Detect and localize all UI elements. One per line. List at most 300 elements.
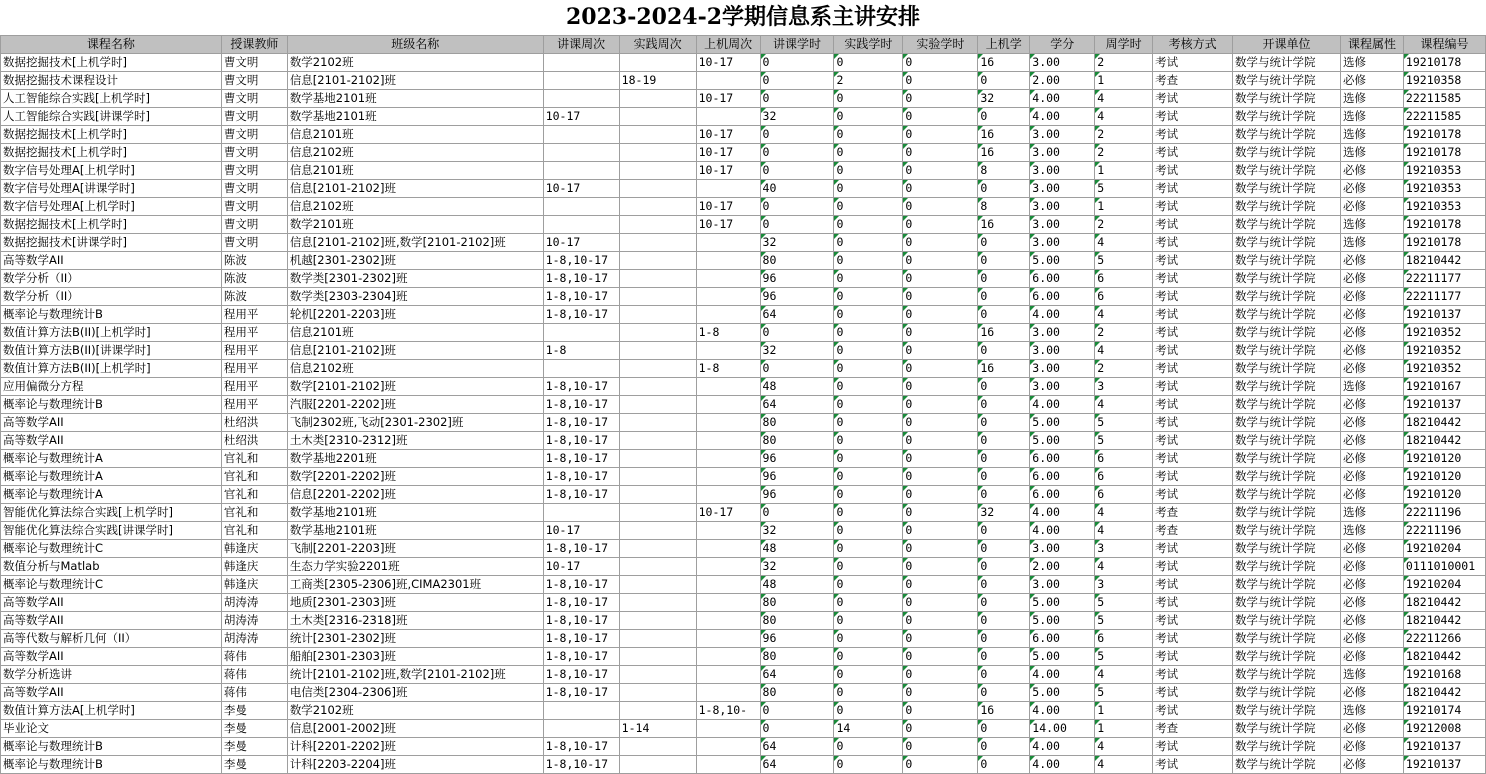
table-cell[interactable]: 韩逢庆 — [221, 540, 287, 558]
table-cell[interactable]: 陈波 — [221, 270, 287, 288]
table-cell[interactable] — [696, 522, 760, 540]
table-cell[interactable] — [543, 198, 619, 216]
table-cell[interactable]: 40 — [760, 180, 834, 198]
table-cell[interactable] — [543, 144, 619, 162]
table-cell[interactable]: 48 — [760, 576, 834, 594]
table-cell[interactable]: 考试 — [1153, 270, 1233, 288]
table-cell[interactable]: 李曼 — [221, 756, 287, 774]
table-cell[interactable]: 数学类[2303-2304]班 — [287, 288, 543, 306]
table-cell[interactable]: 0 — [834, 702, 903, 720]
table-cell[interactable]: 数学与统计学院 — [1233, 594, 1341, 612]
table-cell[interactable]: 数值计算方法B(II)[上机学时] — [1, 360, 222, 378]
table-cell[interactable]: 数值分析与Matlab — [1, 558, 222, 576]
table-cell[interactable]: 0 — [903, 486, 978, 504]
table-cell[interactable] — [696, 270, 760, 288]
table-cell[interactable]: 19210178 — [1403, 54, 1485, 72]
table-cell[interactable]: 32 — [760, 522, 834, 540]
table-cell[interactable] — [619, 342, 696, 360]
table-cell[interactable]: 0 — [903, 576, 978, 594]
table-cell[interactable] — [696, 252, 760, 270]
table-cell[interactable]: 考试 — [1153, 612, 1233, 630]
table-cell[interactable] — [696, 576, 760, 594]
table-cell[interactable]: 蒋伟 — [221, 684, 287, 702]
table-cell[interactable]: 必修 — [1340, 396, 1403, 414]
table-cell[interactable]: 信息[2101-2102]班 — [287, 72, 543, 90]
table-cell[interactable]: 64 — [760, 306, 834, 324]
table-cell[interactable]: 18-19 — [619, 72, 696, 90]
table-cell[interactable]: 80 — [760, 684, 834, 702]
table-cell[interactable] — [696, 558, 760, 576]
table-cell[interactable]: 数学与统计学院 — [1233, 162, 1341, 180]
table-cell[interactable]: 5.00 — [1030, 612, 1095, 630]
table-cell[interactable] — [696, 756, 760, 774]
table-cell[interactable]: 4 — [1095, 666, 1153, 684]
table-cell[interactable]: 考试 — [1153, 594, 1233, 612]
table-cell[interactable]: 3.00 — [1030, 360, 1095, 378]
table-cell[interactable]: 高等数学AII — [1, 252, 222, 270]
table-cell[interactable]: 4 — [1095, 558, 1153, 576]
table-cell[interactable]: 1-8,10-17 — [543, 288, 619, 306]
table-cell[interactable]: 信息[2101-2102]班 — [287, 180, 543, 198]
table-cell[interactable]: 考试 — [1153, 288, 1233, 306]
table-cell[interactable]: 必修 — [1340, 738, 1403, 756]
table-cell[interactable]: 0 — [903, 126, 978, 144]
table-cell[interactable]: 0 — [834, 738, 903, 756]
table-cell[interactable]: 19210178 — [1403, 126, 1485, 144]
table-cell[interactable]: 0 — [978, 576, 1030, 594]
table-cell[interactable]: 18210442 — [1403, 252, 1485, 270]
table-cell[interactable]: 18210442 — [1403, 414, 1485, 432]
table-cell[interactable]: 考试 — [1153, 432, 1233, 450]
table-cell[interactable]: 0 — [903, 450, 978, 468]
table-cell[interactable]: 4.00 — [1030, 504, 1095, 522]
table-cell[interactable]: 10-17 — [543, 522, 619, 540]
table-cell[interactable]: 48 — [760, 540, 834, 558]
table-cell[interactable]: 2 — [1095, 360, 1153, 378]
table-cell[interactable]: 1-8,10-17 — [543, 486, 619, 504]
table-cell[interactable] — [696, 342, 760, 360]
table-cell[interactable]: 数学与统计学院 — [1233, 738, 1341, 756]
table-cell[interactable]: 22211177 — [1403, 270, 1485, 288]
table-cell[interactable]: 考查 — [1153, 522, 1233, 540]
table-cell[interactable]: 0 — [834, 576, 903, 594]
table-cell[interactable] — [696, 486, 760, 504]
table-cell[interactable]: 0 — [978, 684, 1030, 702]
table-cell[interactable]: 19210204 — [1403, 576, 1485, 594]
table-cell[interactable]: 16 — [978, 324, 1030, 342]
table-cell[interactable]: 19210174 — [1403, 702, 1485, 720]
table-cell[interactable] — [619, 234, 696, 252]
table-cell[interactable] — [543, 504, 619, 522]
table-cell[interactable] — [543, 126, 619, 144]
table-cell[interactable]: 0 — [834, 432, 903, 450]
table-cell[interactable]: 李曼 — [221, 720, 287, 738]
table-cell[interactable]: 数学与统计学院 — [1233, 252, 1341, 270]
table-cell[interactable]: 0 — [903, 342, 978, 360]
table-cell[interactable]: 考试 — [1153, 108, 1233, 126]
table-cell[interactable]: 数学基地2101班 — [287, 108, 543, 126]
table-cell[interactable]: 信息2101班 — [287, 162, 543, 180]
table-cell[interactable]: 96 — [760, 630, 834, 648]
table-cell[interactable]: 考试 — [1153, 306, 1233, 324]
table-cell[interactable]: 考查 — [1153, 504, 1233, 522]
table-cell[interactable]: 96 — [760, 270, 834, 288]
column-header[interactable]: 上机学 — [978, 36, 1030, 54]
table-cell[interactable]: 8 — [978, 198, 1030, 216]
table-cell[interactable]: 考查 — [1153, 720, 1233, 738]
table-cell[interactable]: 0 — [903, 414, 978, 432]
table-cell[interactable]: 0 — [903, 180, 978, 198]
table-cell[interactable]: 考查 — [1153, 72, 1233, 90]
table-cell[interactable]: 5.00 — [1030, 648, 1095, 666]
table-cell[interactable]: 6.00 — [1030, 450, 1095, 468]
table-cell[interactable]: 概率论与数理统计C — [1, 540, 222, 558]
table-cell[interactable] — [619, 468, 696, 486]
table-cell[interactable]: 3 — [1095, 576, 1153, 594]
table-cell[interactable]: 19210167 — [1403, 378, 1485, 396]
table-cell[interactable]: 必修 — [1340, 648, 1403, 666]
table-cell[interactable]: 4 — [1095, 738, 1153, 756]
table-cell[interactable]: 0 — [903, 684, 978, 702]
table-cell[interactable]: 0 — [903, 468, 978, 486]
column-header[interactable]: 上机周次 — [696, 36, 760, 54]
table-cell[interactable] — [619, 360, 696, 378]
table-cell[interactable]: 数学分析（II） — [1, 270, 222, 288]
table-cell[interactable]: 1 — [1095, 198, 1153, 216]
table-cell[interactable]: 考试 — [1153, 540, 1233, 558]
table-cell[interactable]: 0 — [834, 630, 903, 648]
table-cell[interactable]: 考试 — [1153, 396, 1233, 414]
table-cell[interactable]: 必修 — [1340, 270, 1403, 288]
table-cell[interactable]: 64 — [760, 756, 834, 774]
table-cell[interactable]: 0 — [834, 54, 903, 72]
table-cell[interactable]: 1-14 — [619, 720, 696, 738]
table-cell[interactable]: 19210137 — [1403, 756, 1485, 774]
table-cell[interactable] — [696, 666, 760, 684]
table-cell[interactable]: 4 — [1095, 504, 1153, 522]
table-cell[interactable]: 数学与统计学院 — [1233, 216, 1341, 234]
column-header[interactable]: 开课单位 — [1233, 36, 1341, 54]
table-cell[interactable]: 考试 — [1153, 162, 1233, 180]
table-cell[interactable]: 数学与统计学院 — [1233, 540, 1341, 558]
table-cell[interactable]: 必修 — [1340, 630, 1403, 648]
table-cell[interactable]: 3.00 — [1030, 324, 1095, 342]
table-cell[interactable]: 3.00 — [1030, 378, 1095, 396]
table-cell[interactable]: 数学与统计学院 — [1233, 630, 1341, 648]
table-cell[interactable]: 0 — [834, 378, 903, 396]
table-cell[interactable]: 2 — [1095, 216, 1153, 234]
table-cell[interactable]: 数据挖掘技术[上机学时] — [1, 126, 222, 144]
table-cell[interactable]: 0 — [978, 594, 1030, 612]
table-cell[interactable]: 数学与统计学院 — [1233, 72, 1341, 90]
table-cell[interactable]: 选修 — [1340, 216, 1403, 234]
table-cell[interactable]: 智能优化算法综合实践[上机学时] — [1, 504, 222, 522]
table-cell[interactable] — [696, 432, 760, 450]
table-cell[interactable]: 4 — [1095, 522, 1153, 540]
table-cell[interactable]: 10-17 — [696, 162, 760, 180]
table-cell[interactable]: 4 — [1095, 90, 1153, 108]
table-cell[interactable]: 数学与统计学院 — [1233, 522, 1341, 540]
table-cell[interactable]: 0 — [834, 216, 903, 234]
table-cell[interactable]: 0 — [903, 432, 978, 450]
table-cell[interactable]: 80 — [760, 594, 834, 612]
table-cell[interactable] — [543, 72, 619, 90]
table-cell[interactable]: 信息[2201-2202]班 — [287, 486, 543, 504]
table-cell[interactable]: 人工智能综合实践[上机学时] — [1, 90, 222, 108]
table-cell[interactable]: 李曼 — [221, 702, 287, 720]
table-cell[interactable] — [619, 198, 696, 216]
table-cell[interactable]: 0 — [834, 180, 903, 198]
table-cell[interactable]: 0 — [903, 540, 978, 558]
table-cell[interactable]: 必修 — [1340, 414, 1403, 432]
table-cell[interactable]: 10-17 — [543, 234, 619, 252]
table-cell[interactable]: 数学与统计学院 — [1233, 468, 1341, 486]
table-cell[interactable]: 必修 — [1340, 198, 1403, 216]
table-cell[interactable]: 数学与统计学院 — [1233, 486, 1341, 504]
table-cell[interactable] — [619, 702, 696, 720]
table-cell[interactable]: 0 — [834, 666, 903, 684]
table-cell[interactable]: 0 — [760, 72, 834, 90]
table-cell[interactable]: 3 — [1095, 378, 1153, 396]
table-cell[interactable]: 考试 — [1153, 450, 1233, 468]
table-cell[interactable]: 0 — [978, 666, 1030, 684]
table-cell[interactable]: 必修 — [1340, 432, 1403, 450]
table-cell[interactable]: 概率论与数理统计B — [1, 756, 222, 774]
table-cell[interactable]: 10-17 — [696, 216, 760, 234]
table-cell[interactable]: 3.00 — [1030, 54, 1095, 72]
table-cell[interactable]: 陈波 — [221, 252, 287, 270]
table-cell[interactable]: 1-8,10-17 — [543, 270, 619, 288]
table-cell[interactable]: 5.00 — [1030, 414, 1095, 432]
table-cell[interactable]: 必修 — [1340, 486, 1403, 504]
table-cell[interactable]: 数学与统计学院 — [1233, 666, 1341, 684]
table-cell[interactable]: 数学与统计学院 — [1233, 756, 1341, 774]
table-cell[interactable]: 概率论与数理统计A — [1, 468, 222, 486]
table-cell[interactable] — [619, 738, 696, 756]
table-cell[interactable]: 数学2102班 — [287, 702, 543, 720]
table-cell[interactable]: 考试 — [1153, 702, 1233, 720]
table-cell[interactable]: 64 — [760, 666, 834, 684]
table-cell[interactable]: 0 — [903, 756, 978, 774]
table-cell[interactable]: 4 — [1095, 108, 1153, 126]
table-cell[interactable]: 0 — [978, 342, 1030, 360]
table-cell[interactable]: 1-8,10-17 — [543, 306, 619, 324]
table-cell[interactable]: 胡涛涛 — [221, 630, 287, 648]
table-cell[interactable]: 10-17 — [543, 108, 619, 126]
table-cell[interactable]: 16 — [978, 144, 1030, 162]
table-cell[interactable]: 1-8,10-17 — [543, 648, 619, 666]
table-cell[interactable]: 16 — [978, 216, 1030, 234]
table-cell[interactable]: 数学与统计学院 — [1233, 432, 1341, 450]
table-cell[interactable]: 数学[2101-2102]班 — [287, 378, 543, 396]
table-cell[interactable]: 0 — [978, 414, 1030, 432]
table-cell[interactable]: 4.00 — [1030, 522, 1095, 540]
table-cell[interactable]: 32 — [760, 234, 834, 252]
table-cell[interactable]: 高等数学AII — [1, 612, 222, 630]
table-cell[interactable]: 0 — [834, 270, 903, 288]
table-cell[interactable]: 考试 — [1153, 378, 1233, 396]
table-cell[interactable]: 考试 — [1153, 468, 1233, 486]
table-cell[interactable]: 数据挖掘技术[上机学时] — [1, 54, 222, 72]
table-cell[interactable]: 考试 — [1153, 486, 1233, 504]
table-cell[interactable]: 考试 — [1153, 360, 1233, 378]
table-cell[interactable]: 0 — [903, 162, 978, 180]
table-cell[interactable]: 0 — [834, 126, 903, 144]
table-cell[interactable]: 考试 — [1153, 234, 1233, 252]
table-cell[interactable]: 考试 — [1153, 144, 1233, 162]
column-header[interactable]: 考核方式 — [1153, 36, 1233, 54]
table-cell[interactable]: 0 — [903, 738, 978, 756]
table-cell[interactable]: 5.00 — [1030, 594, 1095, 612]
table-cell[interactable]: 4.00 — [1030, 666, 1095, 684]
table-cell[interactable]: 数学与统计学院 — [1233, 684, 1341, 702]
table-cell[interactable]: 信息[2101-2102]班 — [287, 342, 543, 360]
table-cell[interactable]: 6.00 — [1030, 630, 1095, 648]
table-cell[interactable]: 5 — [1095, 648, 1153, 666]
table-cell[interactable]: 陈波 — [221, 288, 287, 306]
table-cell[interactable]: 96 — [760, 468, 834, 486]
table-cell[interactable]: 选修 — [1340, 144, 1403, 162]
table-cell[interactable]: 曹文明 — [221, 90, 287, 108]
table-cell[interactable]: 32 — [760, 342, 834, 360]
table-cell[interactable] — [696, 234, 760, 252]
table-cell[interactable] — [696, 306, 760, 324]
table-cell[interactable]: 14 — [834, 720, 903, 738]
table-cell[interactable]: 0 — [760, 504, 834, 522]
table-cell[interactable]: 考试 — [1153, 666, 1233, 684]
table-cell[interactable] — [696, 180, 760, 198]
table-cell[interactable] — [543, 720, 619, 738]
table-cell[interactable]: 0 — [978, 630, 1030, 648]
table-cell[interactable]: 4 — [1095, 342, 1153, 360]
table-cell[interactable]: 考试 — [1153, 90, 1233, 108]
table-cell[interactable]: 18210442 — [1403, 684, 1485, 702]
table-cell[interactable]: 0 — [978, 522, 1030, 540]
table-cell[interactable]: 考试 — [1153, 324, 1233, 342]
table-cell[interactable]: 考试 — [1153, 414, 1233, 432]
table-cell[interactable]: 3.00 — [1030, 540, 1095, 558]
table-cell[interactable]: 16 — [978, 126, 1030, 144]
table-cell[interactable]: 数学与统计学院 — [1233, 504, 1341, 522]
table-cell[interactable]: 5.00 — [1030, 684, 1095, 702]
table-cell[interactable]: 数据挖掘技术课程设计 — [1, 72, 222, 90]
table-cell[interactable]: 80 — [760, 432, 834, 450]
table-cell[interactable]: 曹文明 — [221, 198, 287, 216]
table-cell[interactable]: 0 — [903, 612, 978, 630]
table-cell[interactable]: 16 — [978, 54, 1030, 72]
table-cell[interactable] — [619, 306, 696, 324]
table-cell[interactable]: 1-8 — [696, 324, 760, 342]
table-cell[interactable]: 数学与统计学院 — [1233, 180, 1341, 198]
table-cell[interactable]: 10-17 — [696, 54, 760, 72]
table-cell[interactable]: 19210137 — [1403, 738, 1485, 756]
table-cell[interactable] — [619, 90, 696, 108]
table-cell[interactable]: 4.00 — [1030, 738, 1095, 756]
table-cell[interactable]: 必修 — [1340, 684, 1403, 702]
column-header[interactable]: 课程名称 — [1, 36, 222, 54]
table-cell[interactable] — [619, 396, 696, 414]
table-cell[interactable]: 智能优化算法综合实践[讲课学时] — [1, 522, 222, 540]
table-cell[interactable]: 官礼和 — [221, 450, 287, 468]
table-cell[interactable] — [696, 72, 760, 90]
table-cell[interactable]: 信息[2101-2102]班,数学[2101-2102]班 — [287, 234, 543, 252]
table-cell[interactable] — [543, 90, 619, 108]
table-cell[interactable]: 数学基地2101班 — [287, 504, 543, 522]
table-cell[interactable]: 0 — [978, 180, 1030, 198]
table-cell[interactable]: 信息2101班 — [287, 126, 543, 144]
table-cell[interactable]: 6.00 — [1030, 288, 1095, 306]
table-cell[interactable] — [696, 396, 760, 414]
table-cell[interactable] — [543, 162, 619, 180]
table-cell[interactable]: 考试 — [1153, 180, 1233, 198]
table-cell[interactable]: 概率论与数理统计A — [1, 450, 222, 468]
table-cell[interactable] — [696, 288, 760, 306]
table-cell[interactable]: 必修 — [1340, 558, 1403, 576]
table-cell[interactable]: 数学基地2101班 — [287, 90, 543, 108]
table-cell[interactable]: 数学与统计学院 — [1233, 396, 1341, 414]
table-cell[interactable]: 数学[2201-2202]班 — [287, 468, 543, 486]
table-cell[interactable]: 3.00 — [1030, 180, 1095, 198]
table-cell[interactable]: 数学类[2301-2302]班 — [287, 270, 543, 288]
table-cell[interactable]: 19210353 — [1403, 162, 1485, 180]
table-cell[interactable] — [619, 540, 696, 558]
table-cell[interactable]: 数值计算方法B(II)[上机学时] — [1, 324, 222, 342]
table-cell[interactable]: 0 — [903, 144, 978, 162]
table-cell[interactable]: 选修 — [1340, 504, 1403, 522]
table-cell[interactable] — [619, 504, 696, 522]
table-cell[interactable]: 0 — [903, 288, 978, 306]
table-cell[interactable]: 选修 — [1340, 666, 1403, 684]
table-cell[interactable]: 0 — [903, 54, 978, 72]
table-cell[interactable]: 高等代数与解析几何（II） — [1, 630, 222, 648]
table-cell[interactable]: 1-8 — [696, 360, 760, 378]
table-cell[interactable]: 官礼和 — [221, 522, 287, 540]
table-cell[interactable]: 曹文明 — [221, 72, 287, 90]
table-cell[interactable] — [619, 162, 696, 180]
table-cell[interactable]: 3.00 — [1030, 216, 1095, 234]
table-cell[interactable]: 0 — [903, 666, 978, 684]
table-cell[interactable] — [696, 720, 760, 738]
column-header[interactable]: 课程属性 — [1340, 36, 1403, 54]
table-cell[interactable] — [619, 486, 696, 504]
table-cell[interactable]: 数学与统计学院 — [1233, 720, 1341, 738]
table-cell[interactable]: 32 — [978, 90, 1030, 108]
table-cell[interactable]: 19210137 — [1403, 306, 1485, 324]
table-cell[interactable]: 0 — [834, 108, 903, 126]
table-cell[interactable]: 必修 — [1340, 306, 1403, 324]
table-cell[interactable]: 数学与统计学院 — [1233, 108, 1341, 126]
table-cell[interactable]: 0 — [978, 432, 1030, 450]
table-cell[interactable] — [619, 558, 696, 576]
table-cell[interactable]: 工商类[2305-2306]班,CIMA2301班 — [287, 576, 543, 594]
table-cell[interactable]: 必修 — [1340, 162, 1403, 180]
table-cell[interactable]: 必修 — [1340, 576, 1403, 594]
table-cell[interactable]: 32 — [760, 108, 834, 126]
table-cell[interactable] — [619, 648, 696, 666]
table-cell[interactable]: 曹文明 — [221, 126, 287, 144]
table-cell[interactable]: 1-8,10-17 — [543, 756, 619, 774]
table-cell[interactable]: 0 — [978, 72, 1030, 90]
table-cell[interactable]: 曹文明 — [221, 54, 287, 72]
table-cell[interactable]: 选修 — [1340, 702, 1403, 720]
table-cell[interactable] — [619, 54, 696, 72]
table-cell[interactable]: 胡涛涛 — [221, 612, 287, 630]
table-cell[interactable]: 0 — [903, 558, 978, 576]
table-cell[interactable]: 80 — [760, 414, 834, 432]
table-cell[interactable]: 1-8,10-17 — [543, 378, 619, 396]
table-cell[interactable]: 0 — [978, 450, 1030, 468]
table-cell[interactable]: 0 — [903, 378, 978, 396]
